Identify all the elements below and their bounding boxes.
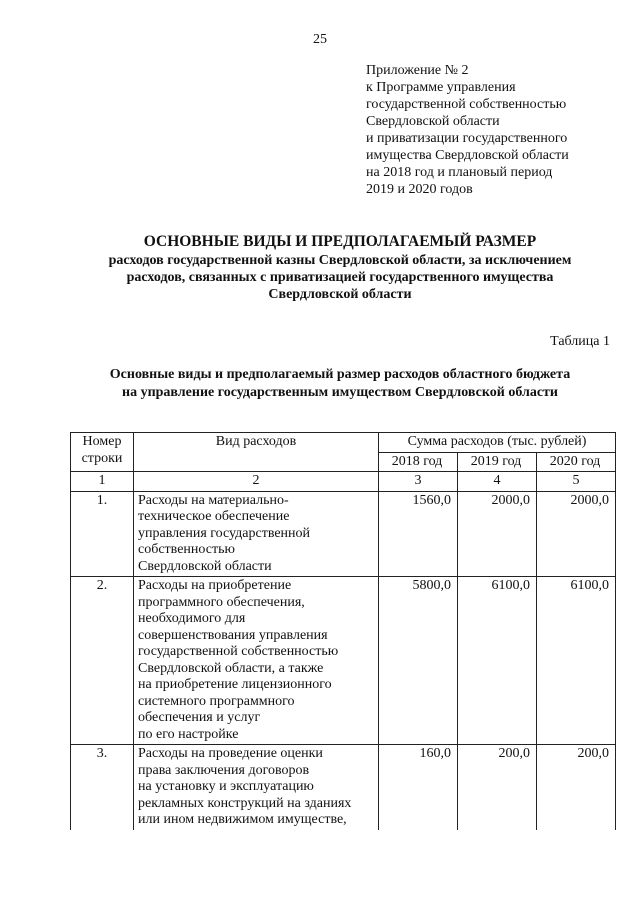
expense-name-line: на приобретение лицензионного	[138, 677, 332, 692]
header-year-2018: 2018 год	[379, 452, 458, 472]
column-number: 2	[134, 472, 379, 492]
expense-name-line: Расходы на материально-	[138, 492, 289, 508]
appendix-line: и приватизации государственного	[366, 131, 568, 146]
table-row	[71, 491, 616, 577]
table-title-line: на управление государственным имуществом Свердловской области	[122, 385, 558, 400]
value-2020: 6100,0	[537, 577, 616, 745]
title-line: расходов государственной казны Свердловской области, за исключением	[108, 253, 572, 268]
row-number: 3.	[71, 745, 134, 830]
expense-name-line: Расходы на проведение оценки	[138, 746, 323, 761]
document-title	[40, 232, 640, 303]
table-row	[71, 577, 616, 745]
appendix-line: Свердловской области	[366, 114, 500, 129]
expense-name-line: техническое обеспечение	[138, 509, 290, 524]
expense-name-line: системного программного	[138, 693, 295, 709]
expense-name-line: управления государственной	[138, 525, 311, 541]
header-row-number	[71, 433, 134, 472]
column-number: 3	[379, 472, 458, 492]
appendix-line: государственной собственностью	[366, 97, 567, 112]
column-number: 5	[537, 472, 616, 492]
header-sum-group: Сумма расходов (тыс. рублей)	[379, 433, 616, 453]
expense-name-line: обеспечения и услуг	[138, 710, 261, 725]
title-line: ОСНОВНЫЕ ВИДЫ И ПРЕДПОЛАГАЕМЫЙ РАЗМЕР	[143, 233, 537, 250]
expense-name-line: на установку и эксплуатацию	[138, 779, 314, 794]
value-2019: 6100,0	[458, 577, 537, 745]
column-numbers-row	[71, 472, 616, 492]
appendix-line: к Программе управления	[366, 80, 516, 95]
appendix-line: на 2018 год и плановый период	[366, 165, 553, 180]
header-year-2019: 2019 год	[458, 452, 537, 472]
table-title	[40, 366, 640, 402]
expense-name-line: права заключения договоров	[138, 762, 310, 778]
expense-name-line: Свердловской области	[138, 558, 272, 574]
appendix-note	[366, 62, 616, 198]
table-label: Таблица 1	[550, 334, 610, 349]
appendix-line: имущества Свердловской области	[366, 148, 569, 163]
expenses-table	[70, 432, 616, 830]
column-number: 4	[458, 472, 537, 492]
page-number: 25	[313, 32, 327, 47]
expense-name-line: совершенствования управления	[138, 627, 328, 643]
table-header-row	[71, 433, 616, 453]
expense-name-line: государственной собственностью	[138, 644, 339, 659]
row-number: 1.	[71, 491, 134, 577]
title-line: расходов, связанных с приватизацией государственного имущества	[126, 270, 554, 285]
header-row-number-line: Номер	[82, 434, 122, 449]
header-year-2020: 2020 год	[537, 452, 616, 472]
table-title-line: Основные виды и предполагаемый размер расходов областного бюджета	[109, 367, 571, 382]
value-2019: 200,0	[458, 745, 537, 830]
expense-name	[134, 577, 379, 745]
expense-name-line: по его настройке	[138, 726, 239, 742]
expense-name-line: или ином недвижимом имуществе,	[138, 812, 347, 827]
table-row	[71, 745, 616, 830]
appendix-line: 2019 и 2020 годов	[366, 182, 473, 197]
expense-name-line: Расходы на приобретение	[138, 578, 292, 593]
appendix-line: Приложение № 2	[366, 63, 469, 78]
value-2018: 1560,0	[379, 491, 458, 577]
row-number: 2.	[71, 577, 134, 745]
expense-name-line: программного обеспечения,	[138, 594, 305, 610]
expense-name-line: собственностью	[138, 542, 235, 557]
header-row-number-line: строки	[81, 450, 123, 466]
column-number: 1	[71, 472, 134, 492]
expense-name-line: Свердловской области, а также	[138, 660, 324, 676]
expense-name	[134, 745, 379, 830]
title-line: Свердловской области	[268, 287, 412, 302]
expense-name	[134, 491, 379, 577]
value-2018: 5800,0	[379, 577, 458, 745]
value-2019: 2000,0	[458, 491, 537, 577]
expense-name-line: рекламных конструкций на зданиях	[138, 795, 352, 811]
value-2020: 2000,0	[537, 491, 616, 577]
expense-name-line: необходимого для	[138, 611, 246, 626]
value-2018: 160,0	[379, 745, 458, 830]
header-expense-type: Вид расходов	[134, 433, 379, 472]
value-2020: 200,0	[537, 745, 616, 830]
